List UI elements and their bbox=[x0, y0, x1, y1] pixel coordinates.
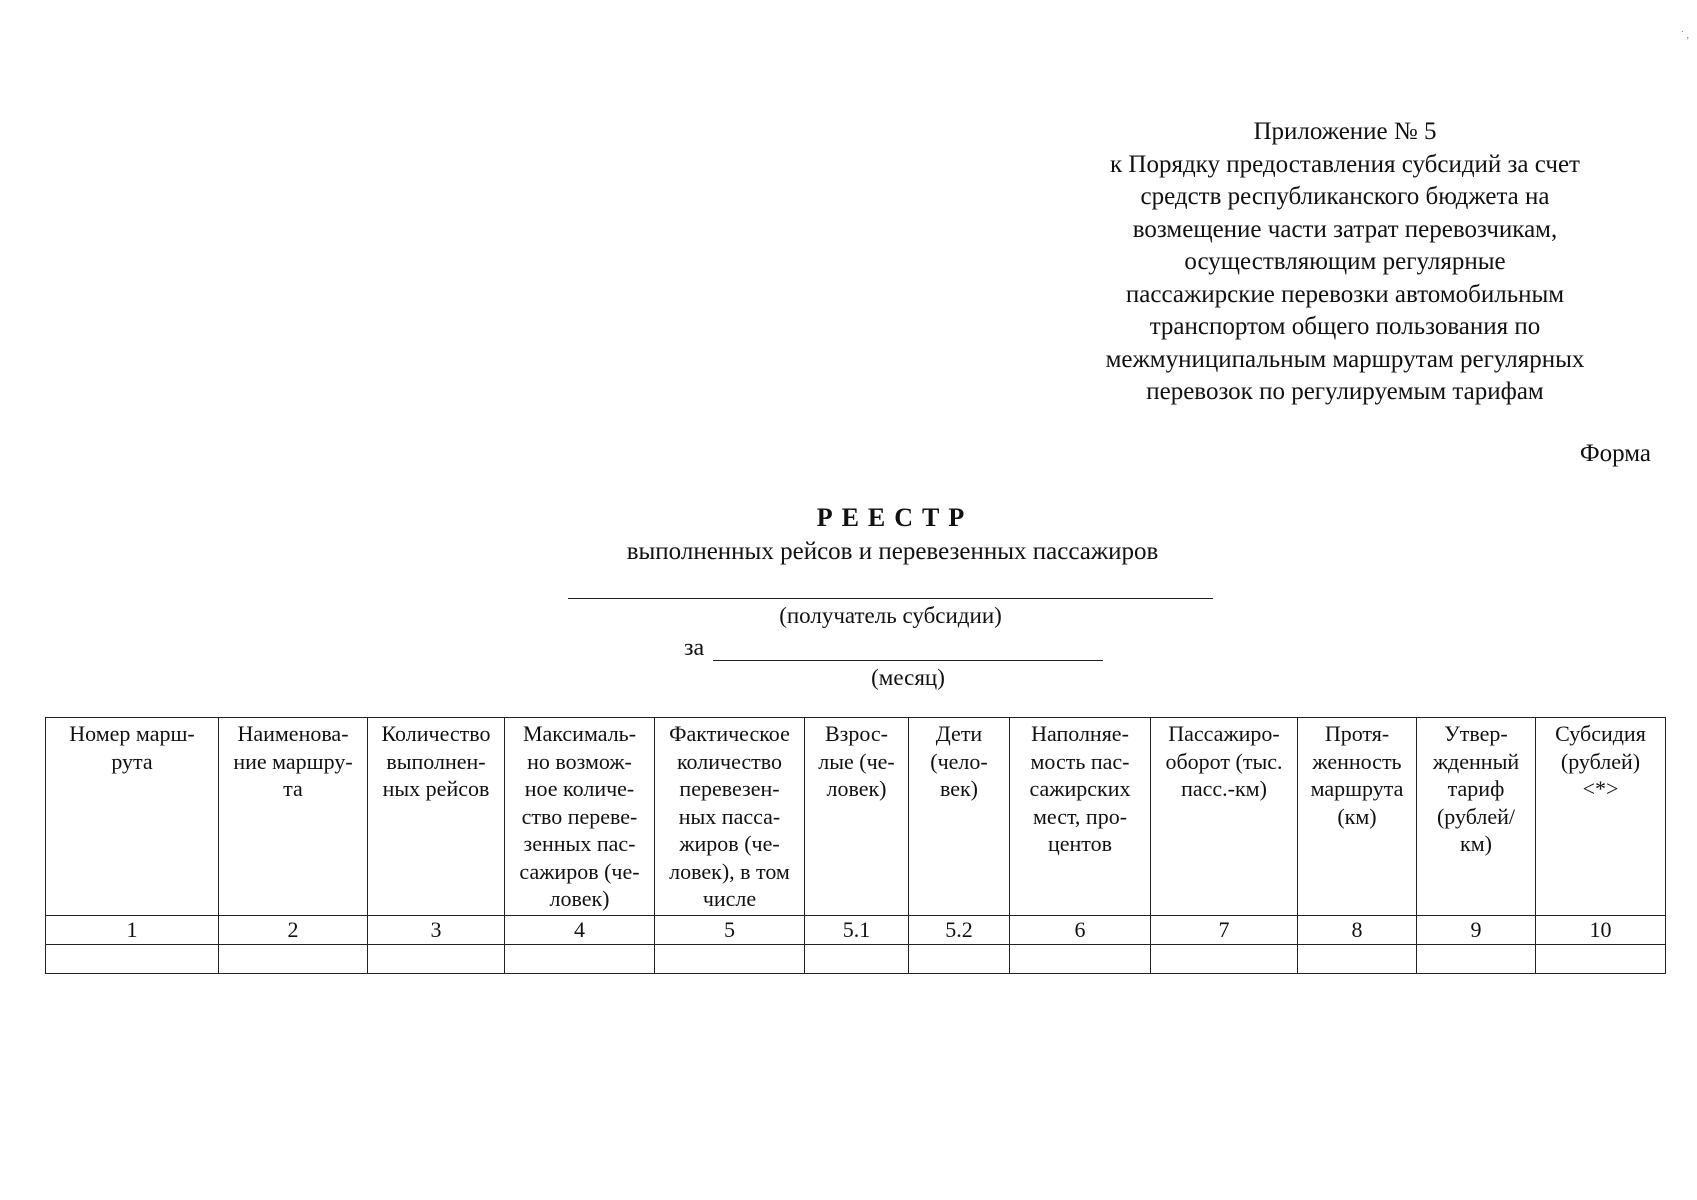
header-line: мест, про- bbox=[1032, 803, 1128, 829]
header-line: Пассажиро- bbox=[1168, 721, 1280, 746]
data-entry-cell[interactable] bbox=[1298, 945, 1417, 974]
column-header-passenger-turnover bbox=[1151, 718, 1298, 916]
header-line: Фактическое bbox=[669, 721, 790, 746]
header-line: жиров (че- bbox=[679, 831, 780, 856]
data-entry-cell[interactable] bbox=[909, 945, 1010, 974]
header-line: мость пас- bbox=[1030, 748, 1130, 774]
header-line: выполнен- bbox=[386, 748, 486, 774]
header-line: ных пасса- bbox=[678, 803, 781, 829]
column-number-cell: 10 bbox=[1536, 916, 1666, 945]
column-header-route-length bbox=[1298, 718, 1417, 916]
header-line: количество bbox=[676, 748, 783, 774]
header-line: женность bbox=[1312, 748, 1402, 774]
appendix-line: перевозок по регулируемым тарифам bbox=[1146, 378, 1544, 405]
appendix-header bbox=[1055, 116, 1635, 409]
header-line: Наполняе- bbox=[1031, 721, 1129, 746]
header-line: Утвер- bbox=[1444, 721, 1508, 746]
appendix-line: транспортом общего пользования по bbox=[1149, 313, 1541, 340]
data-entry-cell[interactable] bbox=[505, 945, 655, 974]
header-line: Наименова- bbox=[237, 721, 349, 746]
data-entry-cell[interactable] bbox=[805, 945, 909, 974]
column-number-cell: 7 bbox=[1151, 916, 1298, 945]
column-header-subsidy bbox=[1536, 718, 1666, 916]
header-line: ние маршру- bbox=[233, 748, 353, 774]
column-number-cell: 9 bbox=[1417, 916, 1536, 945]
appendix-line: возмещение части затрат перевозчикам, bbox=[1132, 215, 1558, 243]
header-line: (рублей) bbox=[1560, 748, 1641, 774]
header-line: Субсидия bbox=[1555, 721, 1646, 746]
column-header-actual-passengers bbox=[655, 718, 805, 916]
header-line: маршрута bbox=[1310, 776, 1404, 801]
header-line: сажиров (че- bbox=[519, 858, 640, 884]
header-line: ное количе- bbox=[524, 776, 635, 801]
header-line: (чело- bbox=[930, 748, 988, 774]
appendix-line: межмуниципальным маршрутам регулярных bbox=[1105, 345, 1585, 373]
column-header-trips-count bbox=[368, 718, 505, 916]
scan-artifact: ˙ , bbox=[1680, 30, 1689, 41]
column-number-cell: 4 bbox=[505, 916, 655, 945]
header-line: зенных пас- bbox=[523, 831, 636, 856]
header-line: рута bbox=[111, 748, 153, 774]
header-line: жденный bbox=[1432, 748, 1520, 774]
header-line: Максималь- bbox=[522, 721, 637, 746]
header-line: <*> bbox=[1582, 776, 1619, 801]
appendix-line: Приложение № 5 bbox=[1253, 118, 1437, 145]
appendix-line: к Порядку предоставления субсидий за счет bbox=[1110, 150, 1580, 178]
column-number-cell: 5 bbox=[655, 916, 805, 945]
header-line: оборот (тыс. bbox=[1165, 748, 1283, 774]
data-entry-cell[interactable] bbox=[1010, 945, 1151, 974]
column-header-occupancy bbox=[1010, 718, 1151, 916]
header-line: числе bbox=[702, 886, 757, 911]
column-header-adults bbox=[805, 718, 909, 916]
column-number-cell: 6 bbox=[1010, 916, 1151, 945]
data-entry-cell[interactable] bbox=[219, 945, 368, 974]
header-line: Дети bbox=[935, 721, 983, 746]
column-header-approved-tariff bbox=[1417, 718, 1536, 916]
column-header-route-number bbox=[46, 718, 219, 916]
header-line: км) bbox=[1460, 831, 1492, 856]
header-line: (рублей/ bbox=[1436, 803, 1516, 829]
header-line: центов bbox=[1047, 831, 1113, 856]
data-entry-cell[interactable] bbox=[46, 945, 219, 974]
header-line: лые (че- bbox=[818, 748, 895, 774]
header-line: век) bbox=[939, 776, 979, 801]
column-header-route-name bbox=[219, 718, 368, 916]
header-line: пасс.-км) bbox=[1181, 776, 1267, 801]
column-number-cell: 8 bbox=[1298, 916, 1417, 945]
registry-table bbox=[45, 717, 1666, 974]
data-entry-row bbox=[46, 945, 1666, 974]
month-caption: (месяц) bbox=[871, 665, 945, 690]
header-line: ловек) bbox=[826, 776, 887, 801]
column-number-cell: 3 bbox=[368, 916, 505, 945]
form-label: Форма bbox=[1579, 440, 1651, 467]
recipient-fill-line[interactable] bbox=[568, 598, 1213, 599]
header-line: Количество bbox=[381, 721, 491, 746]
header-line: ловек) bbox=[549, 886, 610, 911]
appendix-line: средств республиканского бюджета на bbox=[1140, 183, 1550, 210]
header-line: Протя- bbox=[1324, 721, 1390, 746]
appendix-line: пассажирские перевозки автомобильным bbox=[1125, 280, 1565, 308]
column-header-children bbox=[909, 718, 1010, 916]
header-line: (км) bbox=[1337, 803, 1377, 829]
header-line: сажирских bbox=[1029, 776, 1131, 801]
data-entry-cell[interactable] bbox=[1417, 945, 1536, 974]
document-subtitle: выполненных рейсов и перевезенных пассажиров bbox=[626, 538, 1159, 565]
month-fill-line[interactable] bbox=[713, 660, 1103, 661]
header-row bbox=[46, 718, 1666, 916]
column-header-max-passengers bbox=[505, 718, 655, 916]
header-line: тариф bbox=[1447, 776, 1505, 801]
header-line: ловек), в том bbox=[669, 858, 790, 884]
header-line: Номер марш- bbox=[69, 721, 195, 746]
header-line: но возмож- bbox=[527, 748, 632, 774]
column-number-cell: 5.1 bbox=[805, 916, 909, 945]
data-entry-cell[interactable] bbox=[655, 945, 805, 974]
column-number-row bbox=[46, 916, 1666, 945]
header-line: перевезен- bbox=[679, 776, 780, 801]
document-title: РЕЕСТР bbox=[816, 503, 974, 532]
header-line: та bbox=[283, 776, 303, 801]
column-number-cell: 5.2 bbox=[909, 916, 1010, 945]
recipient-caption: (получатель субсидии) bbox=[779, 603, 1002, 628]
header-line: ных рейсов bbox=[382, 776, 490, 801]
period-label: за bbox=[684, 635, 705, 661]
column-number-cell: 1 bbox=[46, 916, 219, 945]
header-line: Взрос- bbox=[824, 721, 888, 746]
appendix-line: осуществляющим регулярные bbox=[1184, 248, 1506, 275]
data-entry-cell[interactable] bbox=[1536, 945, 1666, 974]
data-entry-cell[interactable] bbox=[368, 945, 505, 974]
column-number-cell: 2 bbox=[219, 916, 368, 945]
header-line: ство переве- bbox=[521, 803, 638, 829]
data-entry-cell[interactable] bbox=[1151, 945, 1298, 974]
